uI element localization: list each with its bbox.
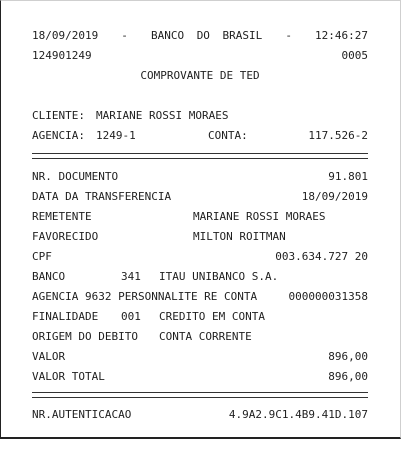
detail-row	[32, 290, 368, 304]
header-dash: -	[121, 29, 128, 42]
dest-agency-line: AGENCIA 9632 PERSONNALITE RE CONTA	[32, 290, 258, 303]
account-label: CONTA:	[208, 129, 248, 142]
account-value: 117.526-2	[308, 129, 368, 142]
client-row	[32, 109, 368, 123]
header-dash: -	[285, 29, 292, 42]
value-label: VALOR	[32, 350, 66, 363]
dest-account: 000000031358	[288, 290, 368, 303]
detail-row	[32, 330, 368, 344]
terminal-code: 124901249	[32, 49, 92, 62]
separator	[32, 153, 368, 159]
separator	[32, 392, 368, 398]
agency-value: 1249-1	[96, 129, 136, 142]
detail-row	[32, 230, 368, 244]
detail-row	[32, 210, 368, 224]
bank-code: 341	[121, 270, 141, 283]
bank-label: BANCO	[32, 270, 66, 283]
purpose-label: FINALIDADE	[32, 310, 99, 323]
sequence-code: 0005	[341, 49, 368, 62]
bank-name: BANCO DO BRASIL	[150, 29, 263, 42]
total-label: VALOR TOTAL	[32, 370, 105, 383]
sender-label: REMETENTE	[32, 210, 92, 223]
dest-bank-name: ITAU UNIBANCO S.A.	[159, 270, 279, 283]
header-time: 12:46:27	[315, 29, 368, 42]
header-row	[32, 29, 368, 43]
receipt-title: COMPROVANTE DE TED	[140, 69, 260, 82]
detail-row	[32, 170, 368, 184]
value-amount: 896,00	[328, 350, 368, 363]
cpf-value: 003.634.727 20	[275, 250, 368, 263]
purpose-code: 001	[121, 310, 141, 323]
doc-value: 91.801	[328, 170, 368, 183]
cpf-label: CPF	[32, 250, 52, 263]
auth-value: 4.9A2.9C1.4B9.41D.107	[228, 408, 368, 421]
header-date: 18/09/2019	[32, 29, 99, 42]
header-codes-row	[32, 49, 368, 63]
detail-row	[32, 270, 368, 284]
detail-row	[32, 310, 368, 324]
transfer-date-value: 18/09/2019	[301, 190, 368, 203]
auth-row	[32, 408, 368, 422]
origin-label: ORIGEM DO DEBITO	[32, 330, 138, 343]
detail-row	[32, 370, 368, 384]
payee-value: MILTON ROITMAN	[193, 230, 286, 243]
transfer-date-label: DATA DA TRANSFERENCIA	[32, 190, 172, 203]
origin-value: CONTA CORRENTE	[159, 330, 252, 343]
detail-row	[32, 350, 368, 364]
agency-label: AGENCIA:	[32, 129, 85, 142]
payee-label: FAVORECIDO	[32, 230, 99, 243]
client-name: MARIANE ROSSI MORAES	[96, 109, 229, 122]
sender-value: MARIANE ROSSI MORAES	[193, 210, 326, 223]
detail-row	[32, 190, 368, 204]
auth-label: NR.AUTENTICACAO	[32, 408, 132, 421]
detail-row	[32, 250, 368, 264]
client-label: CLIENTE:	[32, 109, 85, 122]
purpose-value: CREDITO EM CONTA	[159, 310, 265, 323]
agency-account-row	[32, 129, 368, 143]
total-amount: 896,00	[328, 370, 368, 383]
doc-label: NR. DOCUMENTO	[32, 170, 119, 183]
